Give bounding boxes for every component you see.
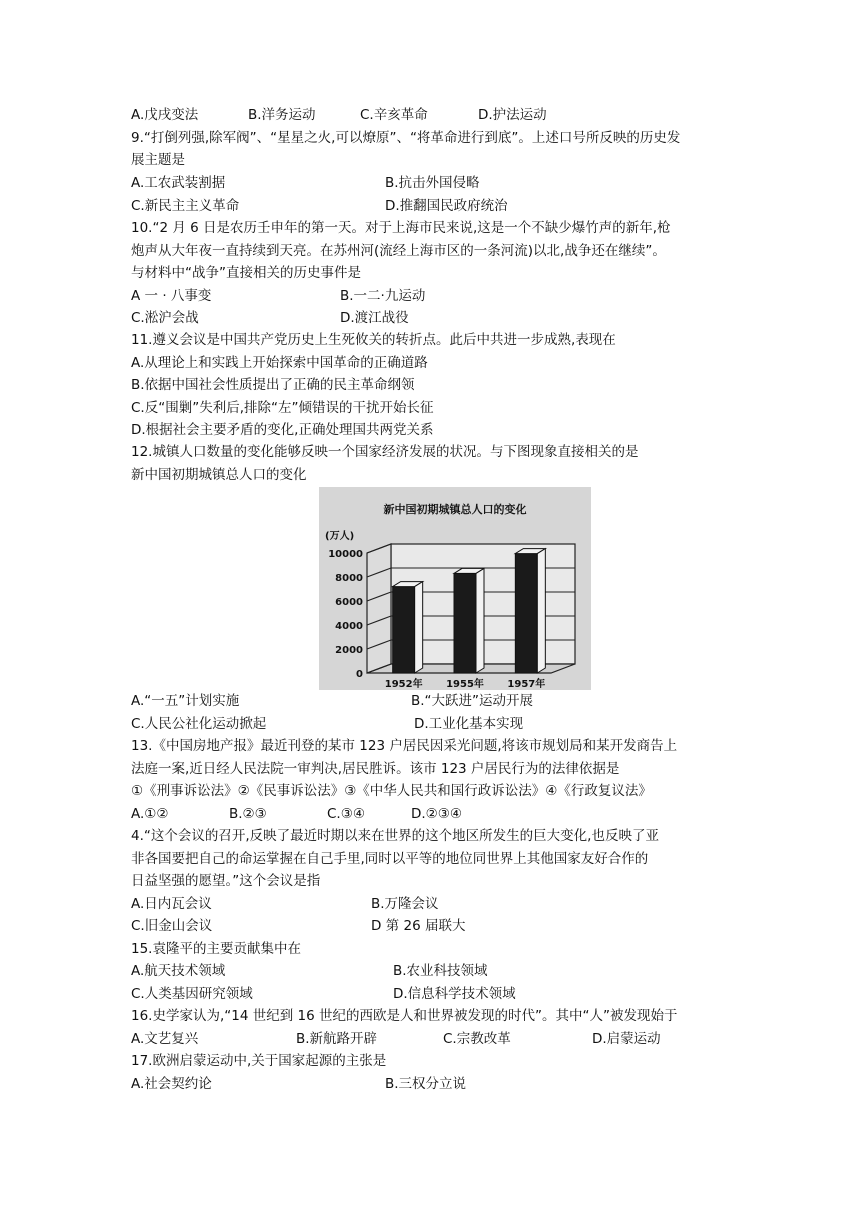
q13-option-a: A.①②	[131, 806, 169, 822]
chart-y-tick-label: 4000	[335, 621, 363, 632]
q10-option-a: A 一 · 八事变	[131, 288, 212, 304]
q13-option-c: C.③④	[327, 806, 365, 822]
q17-stem: 17.欧洲启蒙运动中,关于国家起源的主张是	[131, 1053, 387, 1069]
q9-option-b: B.抗击外国侵略	[385, 175, 480, 191]
q16-option-c: C.宗教改革	[443, 1031, 511, 1047]
q11-stem: 11.遵义会议是中国共产党历史上生死攸关的转折点。此后中共进一步成熟,表现在	[131, 332, 616, 348]
population-chart-svg	[319, 487, 591, 690]
chart-x-tick-label: 1952年	[384, 679, 423, 690]
q16-option-b: B.新航路开辟	[296, 1031, 378, 1047]
q9-option-d: D.推翻国民政府统治	[385, 198, 508, 214]
q16-option-a: A.文艺复兴	[131, 1031, 199, 1047]
chart-x-ticks	[385, 677, 546, 690]
population-chart	[319, 487, 591, 690]
q12-option-a: A.“一五”计划实施	[131, 693, 240, 709]
q10-stem-line-3: 与材料中“战争”直接相关的历史事件是	[131, 265, 361, 281]
q17-option-b: B.三权分立说	[385, 1076, 467, 1092]
q16-stem: 16.史学家认为,“14 世纪到 16 世纪的西欧是人和世界被发现的时代”。其中“人”被发现始于	[131, 1008, 678, 1024]
chart-y-tick-label: 0	[356, 669, 363, 680]
q13-stem-line-1: 13.《中国房地产报》最近刊登的某市 123 户居民因采光问题,将该市规划局和某开发商告上	[131, 738, 678, 754]
chart-x-tick-label: 1955年	[446, 679, 484, 690]
q11-option-b: B.依据中国社会性质提出了正确的民主革命纲领	[131, 377, 415, 393]
q11-option-a: A.从理论上和实践上开始探索中国革命的正确道路	[131, 355, 428, 371]
q14-option-b: B.万隆会议	[371, 896, 439, 912]
q8-option-d: D.护法运动	[478, 107, 547, 123]
q10-option-d: D.渡江战役	[340, 310, 409, 326]
q11-option-d: D.根据社会主要矛盾的变化,正确处理国共两党关系	[131, 422, 434, 438]
chart-y-tick-label: 6000	[335, 597, 363, 608]
q8-option-c: C.辛亥革命	[360, 107, 428, 123]
q15-stem: 15.袁隆平的主要贡献集中在	[131, 941, 301, 957]
q11-option-c: C.反“围剿”失利后,排除“左”倾错误的干扰开始长征	[131, 400, 434, 416]
q15-option-c: C.人类基因研究领域	[131, 986, 253, 1002]
chart-bar-side	[415, 582, 423, 673]
chart-bar	[454, 568, 484, 673]
chart-title: 新中国初期城镇总人口的变化	[383, 503, 527, 516]
q9-option-a: A.工农武装割据	[131, 175, 226, 191]
q14-stem-line-3: 日益坚强的愿望。”这个会议是指	[131, 873, 321, 889]
q8-option-b: B.洋务运动	[248, 107, 316, 123]
q12-caption: 新中国初期城镇总人口的变化	[131, 467, 307, 483]
q13-stem-line-2: 法庭一案,近日经人民法院一审判决,居民胜诉。该市 123 户居民行为的法律依据是	[131, 761, 620, 777]
chart-bar-front	[515, 554, 537, 673]
q15-option-d: D.信息科学技术领域	[393, 986, 516, 1002]
q14-option-a: A.日内瓦会议	[131, 896, 212, 912]
chart-bar	[515, 549, 545, 673]
chart-bar-front	[393, 587, 415, 673]
q13-option-b: B.②③	[229, 806, 267, 822]
q10-option-b: B.一二·九运动	[340, 288, 426, 304]
chart-bar-side	[537, 549, 545, 673]
q15-option-b: B.农业科技领域	[393, 963, 488, 979]
q15-option-a: A.航天技术领域	[131, 963, 226, 979]
q13-items: ①《刑事诉讼法》②《民事诉讼法》③《中华人民共和国行政诉讼法》④《行政复议法》	[131, 783, 652, 799]
q16-option-d: D.启蒙运动	[592, 1031, 661, 1047]
q9-stem-line-2: 展主题是	[131, 152, 185, 168]
chart-bar-side	[476, 568, 484, 673]
q14-option-c: C.旧金山会议	[131, 918, 213, 934]
chart-y-axis-label: (万人)	[325, 531, 355, 542]
chart-y-tick-label: 2000	[335, 645, 363, 656]
chart-y-tick-label: 10000	[328, 549, 363, 560]
chart-bar	[393, 582, 423, 673]
q14-option-d: D 第 26 届联大	[371, 918, 466, 934]
q10-stem-line-2: 炮声从大年夜一直持续到天亮。在苏州河(流经上海市区的一条河流)以北,战争还在继续”。	[131, 243, 666, 259]
q10-option-c: C.淞沪会战	[131, 310, 199, 326]
q12-stem: 12.城镇人口数量的变化能够反映一个国家经济发展的状况。与下图现象直接相关的是	[131, 444, 639, 460]
q10-stem-line-1: 10.“2 月 6 日是农历壬申年的第一天。对于上海市民来说,这是一个不缺少爆竹声的新年,枪	[131, 220, 671, 236]
q12-option-b: B.“大跃进”运动开展	[411, 693, 534, 709]
q12-option-d: D.工业化基本实现	[414, 716, 524, 732]
q14-stem-line-2: 非各国要把自己的命运掌握在自己手里,同时以平等的地位同世界上其他国家友好合作的	[131, 851, 649, 867]
q9-stem-line-1: 9.“打倒列强,除军阀”、“星星之火,可以燎原”、“将革命进行到底”。上述口号所反映的历史发	[131, 130, 681, 146]
chart-bar-front	[454, 573, 476, 673]
q17-option-a: A.社会契约论	[131, 1076, 212, 1092]
q12-option-c: C.人民公社化运动掀起	[131, 716, 267, 732]
q9-option-c: C.新民主主义革命	[131, 198, 240, 214]
chart-side-wall	[367, 544, 391, 673]
q8-option-a: A.戊戌变法	[131, 107, 199, 123]
q13-option-d: D.②③④	[411, 806, 462, 822]
chart-y-tick-label: 8000	[335, 573, 363, 584]
q14-stem-line-1: 4.“这个会议的召开,反映了最近时期以来在世界的这个地区所发生的巨大变化,也反映了亚	[131, 828, 659, 844]
chart-x-tick-label: 1957年	[507, 679, 546, 690]
chart-y-ticks	[328, 549, 363, 680]
